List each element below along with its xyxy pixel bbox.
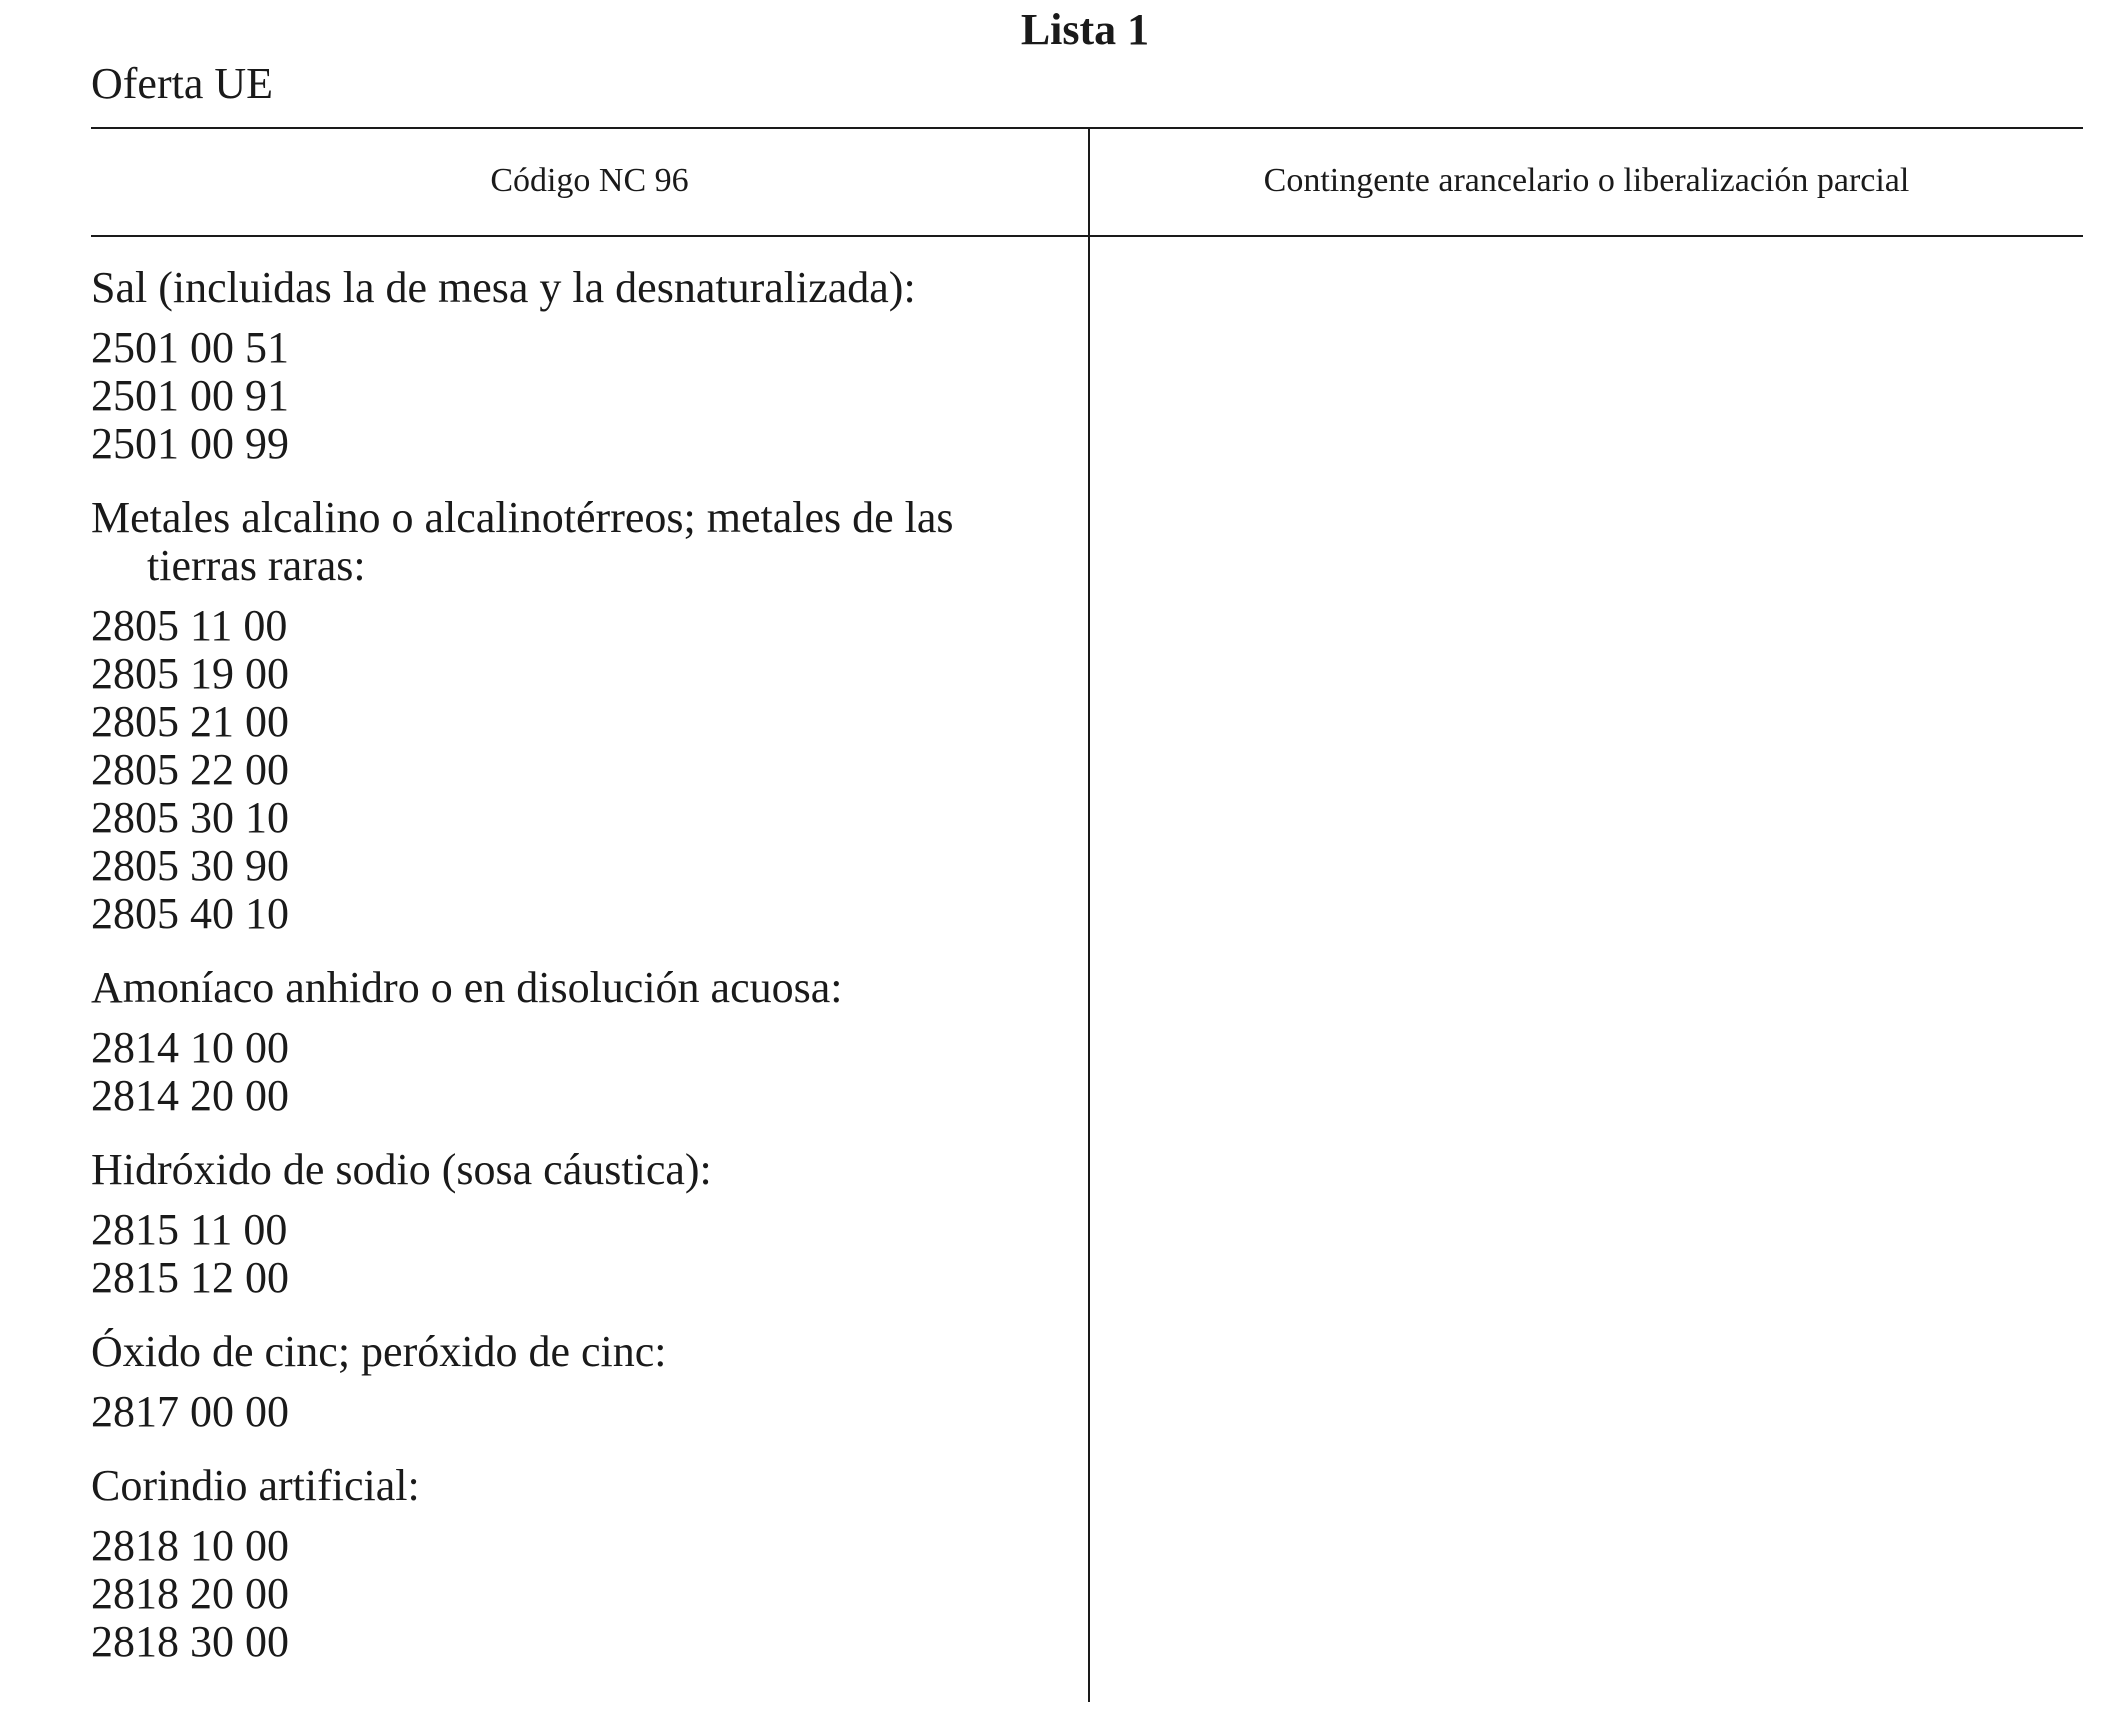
group-heading: Sal (incluidas la de mesa y la desnaturalizada):: [91, 263, 916, 312]
cn-code: 2501 00 51: [91, 323, 289, 372]
page-subtitle: Oferta UE: [91, 59, 274, 108]
code-groups-list: [91, 264, 1071, 1666]
code-group: [91, 1462, 1071, 1666]
column-header-code: Código NC 96: [490, 162, 689, 199]
page-title: Lista 1: [1020, 5, 1150, 54]
group-heading: Metales alcalino o alcalinotérreos; metales de las tierras raras:: [91, 493, 954, 590]
cn-code: 2805 19 00: [91, 649, 289, 698]
code-group: [91, 1328, 1071, 1436]
column-header-quota: Contingente arancelario o liberalización parcial: [1263, 162, 1910, 199]
cn-code: 2817 00 00: [91, 1387, 289, 1436]
cn-code: 2501 00 99: [91, 419, 289, 468]
cn-code: 2818 10 00: [91, 1521, 289, 1570]
cn-code: 2805 30 10: [91, 793, 289, 842]
cn-code: 2815 12 00: [91, 1253, 289, 1302]
code-list: [91, 1388, 1071, 1436]
code-group: [91, 264, 1071, 468]
cn-code: 2805 21 00: [91, 697, 289, 746]
cn-code: 2814 10 00: [91, 1023, 289, 1072]
code-group: [91, 494, 1071, 938]
cn-code: 2805 30 90: [91, 841, 289, 890]
cn-code: 2501 00 91: [91, 371, 289, 420]
code-list: [91, 602, 1071, 938]
table-column-divider: [1088, 127, 1090, 1702]
cn-code: 2805 40 10: [91, 889, 289, 938]
code-list: [91, 1522, 1071, 1666]
cn-code: 2818 30 00: [91, 1617, 289, 1666]
code-list: [91, 324, 1071, 468]
code-group: [91, 1146, 1071, 1302]
cn-code: 2805 22 00: [91, 745, 289, 794]
cn-code: 2805 11 00: [91, 601, 288, 650]
table-header-rule: [91, 235, 2083, 237]
code-list: [91, 1024, 1071, 1120]
cn-code: 2815 11 00: [91, 1205, 288, 1254]
group-heading: Óxido de cinc; peróxido de cinc:: [91, 1327, 667, 1376]
cn-code: 2818 20 00: [91, 1569, 289, 1618]
code-list: [91, 1206, 1071, 1302]
cn-code: 2814 20 00: [91, 1071, 289, 1120]
group-heading: Hidróxido de sodio (sosa cáustica):: [91, 1145, 712, 1194]
group-heading: Amoníaco anhidro o en disolución acuosa:: [91, 963, 843, 1012]
code-group: [91, 964, 1071, 1120]
group-heading: Corindio artificial:: [91, 1461, 420, 1510]
